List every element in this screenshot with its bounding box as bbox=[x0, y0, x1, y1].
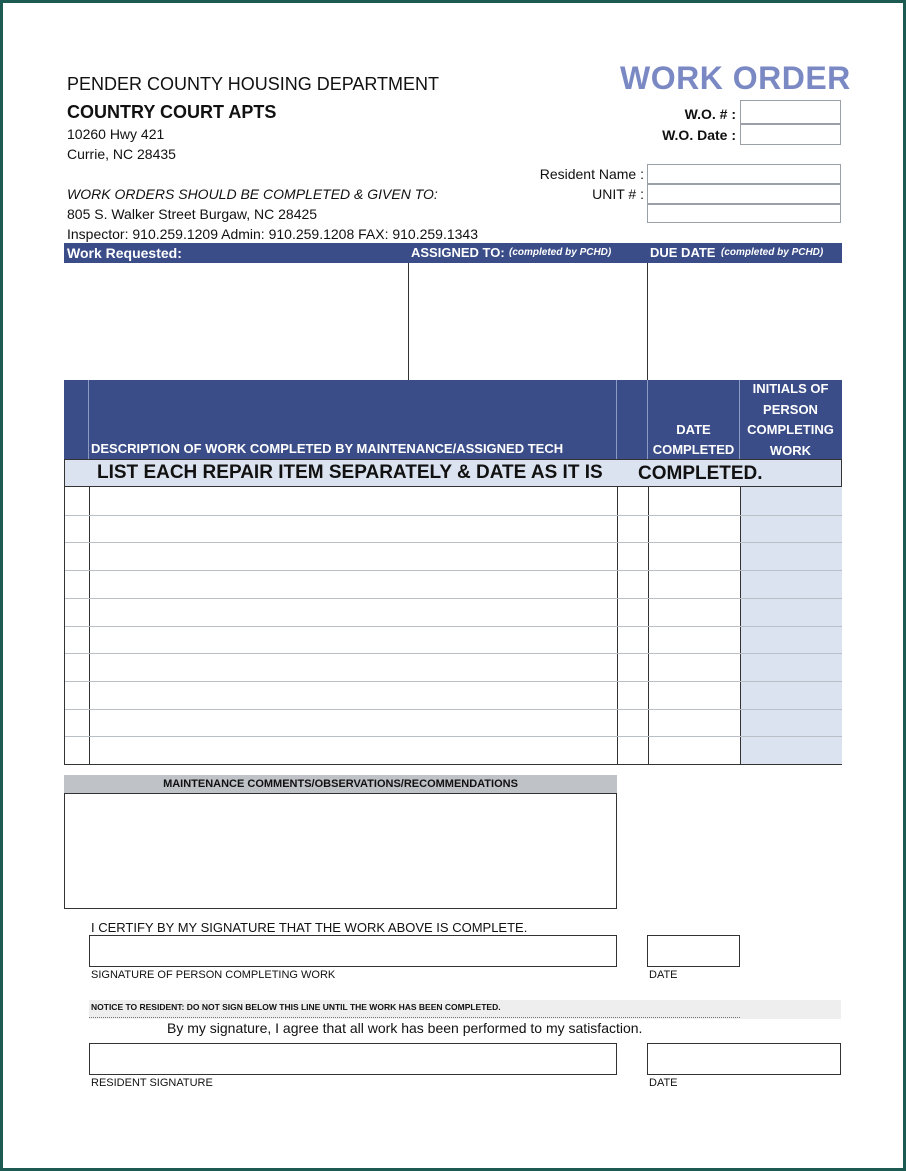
page-title: WORK ORDER bbox=[620, 60, 851, 96]
table-row[interactable] bbox=[65, 736, 842, 764]
tech-date-label: DATE bbox=[649, 969, 678, 981]
date-header-line-1: DATE bbox=[676, 422, 711, 437]
extra-field[interactable] bbox=[647, 204, 841, 223]
row-separator bbox=[65, 542, 842, 543]
initials-header-line-1: INITIALS OF bbox=[752, 381, 829, 396]
header-divider-2 bbox=[616, 380, 617, 459]
table-row[interactable] bbox=[65, 598, 842, 626]
table-row[interactable] bbox=[65, 570, 842, 598]
instructions-text: WORK ORDERS SHOULD BE COMPLETED & GIVEN TO: bbox=[67, 186, 438, 202]
date-header-line-2: COMPLETED bbox=[652, 442, 735, 457]
unit-label: UNIT # : bbox=[592, 186, 644, 202]
header-divider-1 bbox=[88, 380, 89, 459]
row-separator bbox=[65, 653, 842, 654]
comments-header: MAINTENANCE COMMENTS/OBSERVATIONS/RECOMMENDATIONS bbox=[163, 778, 518, 790]
tech-date-field[interactable] bbox=[647, 935, 740, 967]
table-row[interactable] bbox=[65, 709, 842, 737]
row-separator bbox=[65, 598, 842, 599]
resident-name-field[interactable] bbox=[647, 164, 841, 184]
due-date-note: (completed by PCHD) bbox=[721, 247, 824, 258]
wo-date-label: W.O. Date : bbox=[662, 127, 736, 143]
resident-notice: NOTICE TO RESIDENT: DO NOT SIGN BELOW THIS LINE UNTIL THE WORK HAS BEEN COMPLETED. bbox=[91, 1002, 501, 1012]
resident-date-label: DATE bbox=[649, 1077, 678, 1089]
row-separator bbox=[65, 681, 842, 682]
initials-header bbox=[740, 379, 841, 461]
table-row[interactable] bbox=[65, 681, 842, 709]
resident-agreement: By my signature, I agree that all work has been performed to my satisfaction. bbox=[167, 1020, 643, 1036]
row-separator bbox=[65, 626, 842, 627]
assigned-note: (completed by PCHD) bbox=[509, 247, 612, 258]
tech-signature-field[interactable] bbox=[89, 935, 617, 967]
certify-statement: I CERTIFY BY MY SIGNATURE THAT THE WORK ABOVE IS COMPLETE. bbox=[91, 920, 528, 935]
row-separator bbox=[65, 570, 842, 571]
tech-signature-label: SIGNATURE OF PERSON COMPLETING WORK bbox=[91, 969, 336, 981]
resident-signature-field[interactable] bbox=[89, 1043, 617, 1075]
initials-header-line-2: PERSON bbox=[763, 401, 818, 417]
work-requested-area[interactable] bbox=[64, 263, 408, 381]
notice-dotted-line bbox=[89, 1017, 740, 1018]
due-date-area[interactable] bbox=[648, 263, 841, 381]
instruction-text-left: LIST EACH REPAIR ITEM SEPARATELY & DATE AS IT IS bbox=[97, 462, 603, 483]
table-row[interactable] bbox=[65, 626, 842, 654]
initials-header-line-3: COMPLETING bbox=[747, 422, 834, 437]
table-row[interactable] bbox=[65, 487, 842, 515]
wo-date-field[interactable] bbox=[740, 124, 841, 145]
address-line-1: 10260 Hwy 421 bbox=[67, 126, 165, 142]
initials-header-line-4: WORK bbox=[769, 442, 812, 458]
table-row[interactable] bbox=[65, 515, 842, 543]
resident-signature-label: RESIDENT SIGNATURE bbox=[91, 1077, 213, 1089]
unit-field[interactable] bbox=[647, 184, 841, 204]
address-line-2: Currie, NC 28435 bbox=[67, 146, 176, 162]
row-separator bbox=[65, 736, 842, 737]
resident-name-label: Resident Name : bbox=[539, 166, 644, 182]
comments-field[interactable] bbox=[64, 793, 617, 909]
instruction-text-right: COMPLETED. bbox=[638, 463, 763, 484]
date-completed-header bbox=[647, 420, 740, 460]
wo-number-field[interactable] bbox=[740, 100, 841, 124]
assigned-to-area[interactable] bbox=[409, 263, 647, 381]
wo-number-label: W.O. # : bbox=[684, 106, 736, 122]
contact-numbers: Inspector: 910.259.1209 Admin: 910.259.1208 FAX: 910.259.1343 bbox=[67, 226, 478, 242]
due-date-label: DUE DATE bbox=[650, 245, 716, 260]
row-separator bbox=[65, 515, 842, 516]
work-requested-label: Work Requested: bbox=[67, 245, 182, 261]
resident-date-field[interactable] bbox=[647, 1043, 841, 1075]
description-header: DESCRIPTION OF WORK COMPLETED BY MAINTENANCE/ASSIGNED TECH bbox=[91, 441, 564, 456]
property-name: COUNTRY COURT APTS bbox=[67, 102, 277, 122]
org-name: PENDER COUNTY HOUSING DEPARTMENT bbox=[67, 74, 440, 94]
table-row[interactable] bbox=[65, 542, 842, 570]
row-separator bbox=[65, 709, 842, 710]
completed-table-body bbox=[64, 487, 842, 765]
table-row[interactable] bbox=[65, 653, 842, 681]
return-address: 805 S. Walker Street Burgaw, NC 28425 bbox=[67, 206, 318, 222]
assigned-to-label: ASSIGNED TO: bbox=[411, 245, 505, 260]
